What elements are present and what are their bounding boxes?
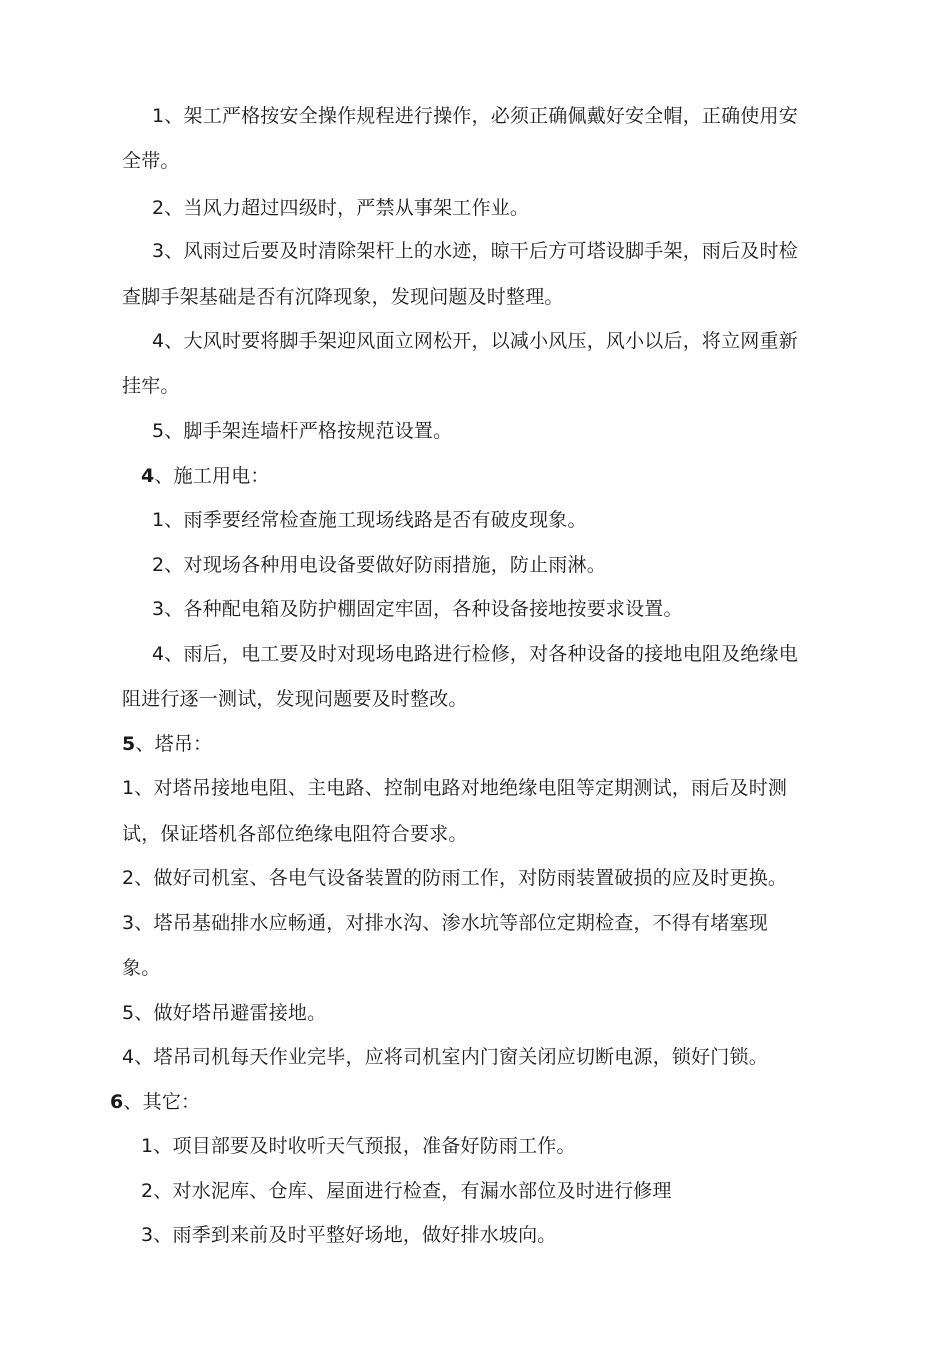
crane-item-3-line-2: 象。	[122, 957, 161, 979]
power-item-4-line-2: 阻进行逐一测试，发现问题要及时整改。	[122, 688, 468, 710]
section-6-heading	[110, 1090, 200, 1114]
scaffold-item-3-line-2: 查脚手架基础是否有沉降现象，发现问题及时整理。	[122, 286, 564, 308]
scaffold-item-1-line-2: 全带。	[122, 150, 180, 172]
scaffold-item-1-line-1: 1、架工严格按安全操作规程进行操作，必须正确佩戴好安全帽，正确使用安	[152, 105, 798, 127]
crane-item-1-line-1: 1、对塔吊接地电阻、主电路、控制电路对地绝缘电阻等定期测试，雨后及时测	[122, 777, 788, 799]
scaffold-item-5: 5、脚手架连墙杆严格按规范设置。	[152, 420, 453, 442]
section-4-number: 4	[141, 465, 155, 487]
crane-item-2: 2、做好司机室、各电气设备装置的防雨工作，对防雨装置破损的应及时更换。	[122, 867, 788, 889]
scaffold-item-3-line-1: 3、风雨过后要及时清除架杆上的水迹，晾干后方可塔设脚手架，雨后及时检	[152, 240, 798, 262]
other-item-3: 3、雨季到来前及时平整好场地，做好排水坡向。	[141, 1224, 557, 1246]
crane-item-1-line-2: 试，保证塔机各部位绝缘电阻符合要求。	[122, 823, 468, 845]
power-item-3: 3、各种配电箱及防护棚固定牢固，各种设备接地按要求设置。	[152, 598, 683, 620]
crane-item-3-line-1: 3、塔吊基础排水应畅通，对排水沟、渗水坑等部位定期检查，不得有堵塞现	[122, 912, 768, 934]
crane-item-5: 5、做好塔吊避雷接地。	[122, 1002, 327, 1024]
scaffold-item-4-line-1: 4、大风时要将脚手架迎风面立网松开，以减小风压，风小以后，将立网重新	[152, 330, 798, 352]
power-item-2: 2、对现场各种用电设备要做好防雨措施，防止雨淋。	[152, 554, 606, 576]
other-item-2: 2、对水泥库、仓库、屋面进行检查，有漏水部位及时进行修理	[141, 1180, 672, 1202]
section-4-heading	[141, 464, 270, 488]
crane-item-4: 4、塔吊司机每天作业完毕，应将司机室内门窗关闭应切断电源，锁好门锁。	[122, 1046, 768, 1068]
section-6-title: 、其它：	[123, 1091, 201, 1113]
scaffold-item-2: 2、当风力超过四级时，严禁从事架工作业。	[152, 197, 530, 219]
scaffold-item-4-line-2: 挂牢。	[122, 375, 180, 397]
power-item-1: 1、雨季要经常检查施工现场线路是否有破皮现象。	[152, 509, 587, 531]
section-5-heading	[122, 732, 212, 756]
power-item-4-line-1: 4、雨后，电工要及时对现场电路进行检修，对各种设备的接地电阻及绝缘电	[152, 643, 798, 665]
section-4-title: 、施工用电：	[154, 465, 270, 487]
other-item-1: 1、项目部要及时收听天气预报，准备好防雨工作。	[141, 1135, 576, 1157]
section-5-title: 、塔吊：	[135, 733, 213, 755]
section-6-number: 6	[110, 1091, 124, 1113]
section-5-number: 5	[122, 733, 136, 755]
